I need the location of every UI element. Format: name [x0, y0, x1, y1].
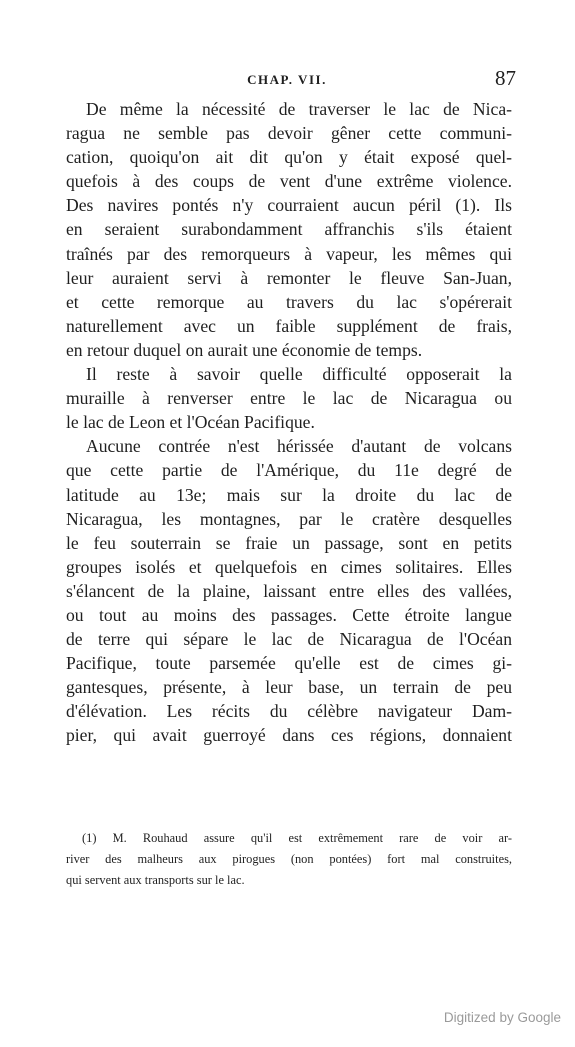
text-line: Nicaragua, les montagnes, par le cratère desquelles [66, 508, 512, 529]
body-text [66, 97, 512, 748]
text-line: naturellement avec un faible supplément de frais, [66, 315, 512, 336]
footnote-line: qui servent aux transports sur le lac. [66, 873, 245, 887]
running-head: CHAP. VII. [247, 72, 327, 87]
text-line: s'élancent de la plaine, laissant entre elles des vallées, [66, 580, 512, 601]
page-header [58, 66, 516, 92]
footnotes [66, 828, 512, 891]
footnote-line: (1) M. Rouhaud assure qu'il est extrêmement rare de voir ar- [82, 831, 512, 845]
text-line: Pacifique, toute parsemée qu'elle est de cimes gi- [66, 653, 512, 674]
text-line: que cette partie de l'Amérique, du 11e degré de [66, 460, 512, 481]
digitization-watermark: Digitized by Google [443, 1010, 561, 1025]
text-line: Aucune contrée n'est hérissée d'autant de volcans [86, 436, 512, 457]
text-line: Des navires pontés n'y courraient aucun péril (1). Ils [66, 195, 512, 216]
text-line: traînés par des remorqueurs à vapeur, les mêmes qui [66, 243, 512, 264]
footnote-line: river des malheurs aux pirogues (non pontées) fort mal construites, [66, 852, 512, 866]
text-line: Il reste à savoir quelle difficulté opposerait la [86, 364, 512, 385]
text-line: en seraient surabondamment affranchis s'ils étaient [66, 219, 512, 240]
text-line: groupes isolés et quelquefois en cimes solitaires. Elles [66, 556, 512, 577]
text-line: gantesques, présente, à leur base, un terrain de peu [66, 677, 512, 698]
text-line: quefois à des coups de vent d'une extrême violence. [66, 171, 512, 192]
text-line: De même la nécessité de traverser le lac de Nica- [86, 99, 512, 119]
text-line: ragua ne semble pas devoir gêner cette communi- [66, 123, 512, 144]
text-line: de terre qui sépare le lac de Nicaragua de l'Océan [66, 629, 512, 650]
text-line: pier, qui avait guerroyé dans ces régions, donnaient [66, 725, 512, 746]
page-number: 87 [495, 66, 516, 90]
text-line: et cette remorque au travers du lac s'opérerait [66, 291, 512, 312]
text-line: muraille à renverser entre le lac de Nicaragua ou [66, 388, 512, 409]
text-line: en retour duquel on aurait une économie de temps. [66, 339, 423, 360]
text-line: le feu souterrain se fraie un passage, sont en petits [66, 532, 512, 553]
text-line: le lac de Leon et l'Océan Pacifique. [66, 412, 315, 433]
text-line: ou tout au moins des passages. Cette étroite langue [66, 604, 512, 625]
text-line: latitude au 13e; mais sur la droite du lac de [66, 484, 512, 505]
text-line: d'élévation. Les récits du célèbre navigateur Dam- [66, 701, 512, 722]
text-line: cation, quoiqu'on ait dit qu'on y était exposé quel- [66, 147, 512, 168]
text-line: leur auraient servi à remonter le fleuve San-Juan, [66, 267, 512, 288]
